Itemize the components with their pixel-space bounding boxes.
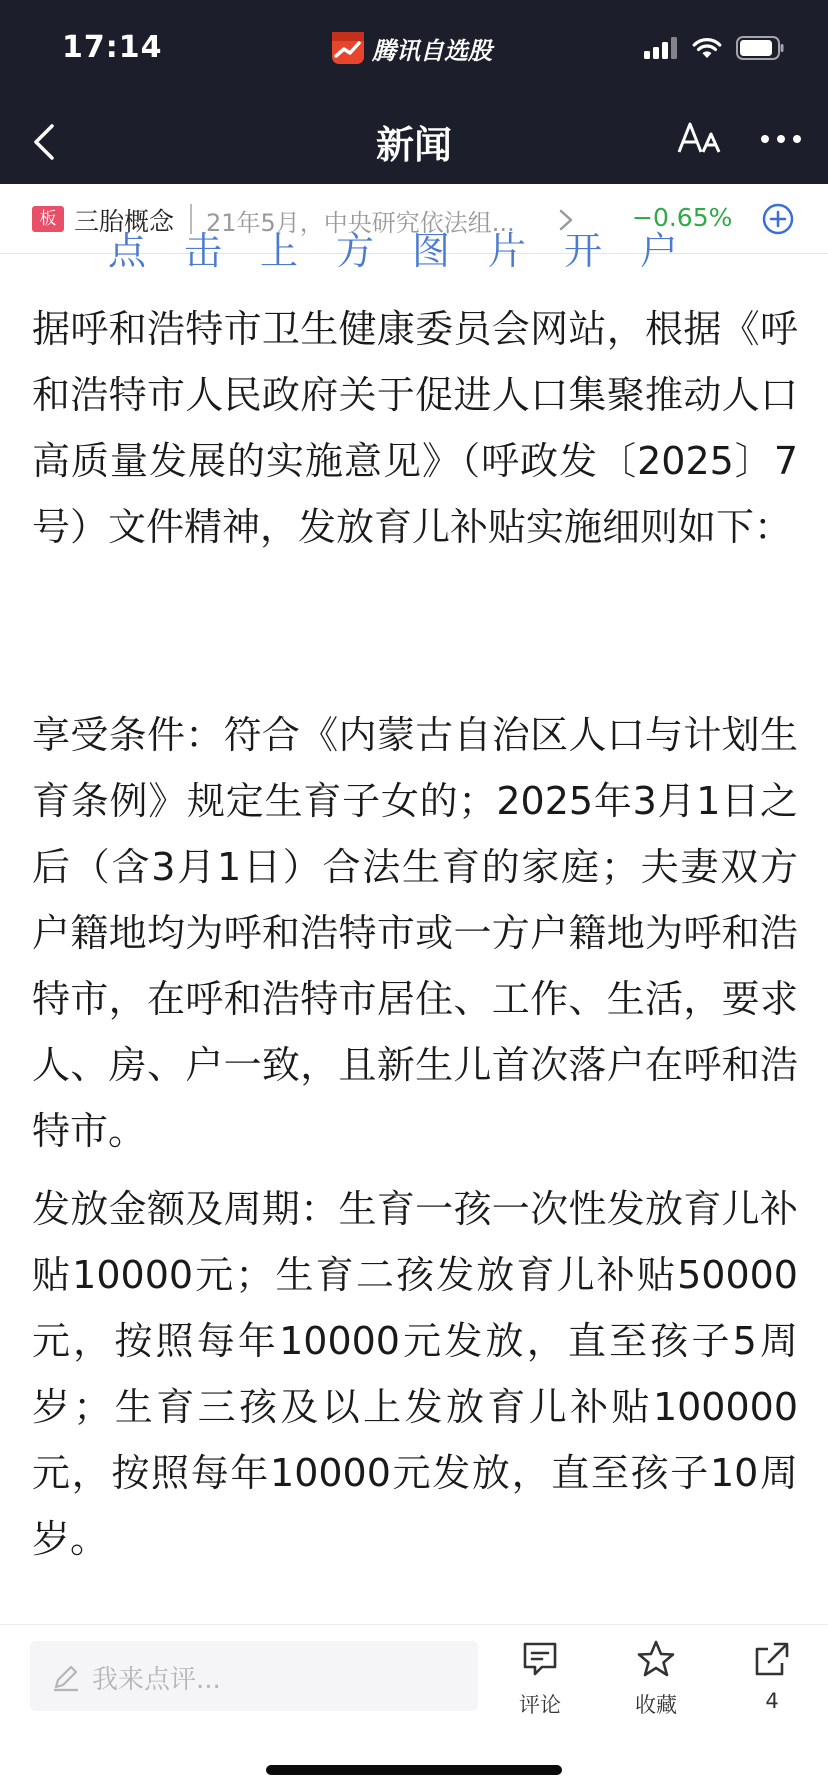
battery-icon: [736, 36, 784, 64]
status-icons: [644, 36, 784, 64]
share-icon: [752, 1639, 792, 1679]
status-app-name: 腾讯自选股: [372, 36, 492, 65]
page-title: 新闻: [375, 123, 452, 167]
board-change: −0.65%: [632, 203, 733, 232]
add-watchlist-button[interactable]: [762, 203, 794, 235]
bottom-action-bar: [0, 1624, 828, 1792]
share-button[interactable]: [722, 1639, 822, 1749]
board-name[interactable]: 三胎概念: [74, 207, 175, 236]
board-badge: 板: [32, 206, 64, 232]
font-size-icon: [676, 114, 726, 164]
status-time: 17:14: [62, 30, 163, 65]
comment-icon: [520, 1639, 560, 1679]
article-paragraph: 据呼和浩特市卫生健康委员会网站，根据《呼和浩特市人民政府关于促进人口集聚推动人口高质量发展的实施意见》（呼政发〔2025〕7号）文件精神，发放育儿补贴实施细则如下：: [32, 307, 798, 549]
comment-button[interactable]: [490, 1639, 590, 1749]
board-headline[interactable]: 21年5月，中央研究依法组...: [206, 209, 515, 237]
wifi-icon: [692, 37, 722, 63]
article-paragraph: 发放金额及周期：生育一孩一次性发放育儿补贴10000元；生育二孩发放育儿补贴50000元，按照每年10000元发放，直至孩子5周岁；生育三孩及以上发放育儿补贴100000元，按照每年10000元发放，直至孩子10周岁。: [32, 1187, 798, 1561]
top-header: [0, 0, 828, 184]
comment-input[interactable]: [30, 1641, 478, 1711]
pencil-icon: [50, 1661, 82, 1693]
share-count: 4: [765, 1689, 779, 1713]
comment-label: 评论: [519, 1693, 561, 1717]
more-dots-icon: [756, 122, 806, 156]
favorite-label: 收藏: [635, 1693, 677, 1717]
font-size-button[interactable]: [676, 114, 726, 164]
app-logo-icon: [332, 32, 364, 64]
favorite-button[interactable]: [606, 1639, 706, 1749]
plus-circle-icon: [762, 203, 794, 235]
home-indicator[interactable]: [266, 1765, 562, 1775]
more-button[interactable]: [756, 122, 806, 156]
signal-icon: [644, 37, 678, 63]
star-icon: [636, 1639, 676, 1679]
article-paragraph: 享受条件：符合《内蒙古自治区人口与计划生育条例》规定生育子女的；2025年3月1日之后（含3月1日）合法生育的家庭；夫妻双方户籍地均为呼和浩特市或一方户籍地为呼和浩特市，在呼和浩特市居住、工作、生活，要求人、房、户一致，且新生儿首次落户在呼和浩特市。: [32, 713, 798, 1153]
status-app-indicator[interactable]: [332, 30, 492, 66]
open-account-banner-text[interactable]: 点击上方图片开户: [108, 229, 717, 273]
article-body: [0, 229, 828, 1624]
comment-placeholder: 我来点评...: [92, 1665, 221, 1695]
